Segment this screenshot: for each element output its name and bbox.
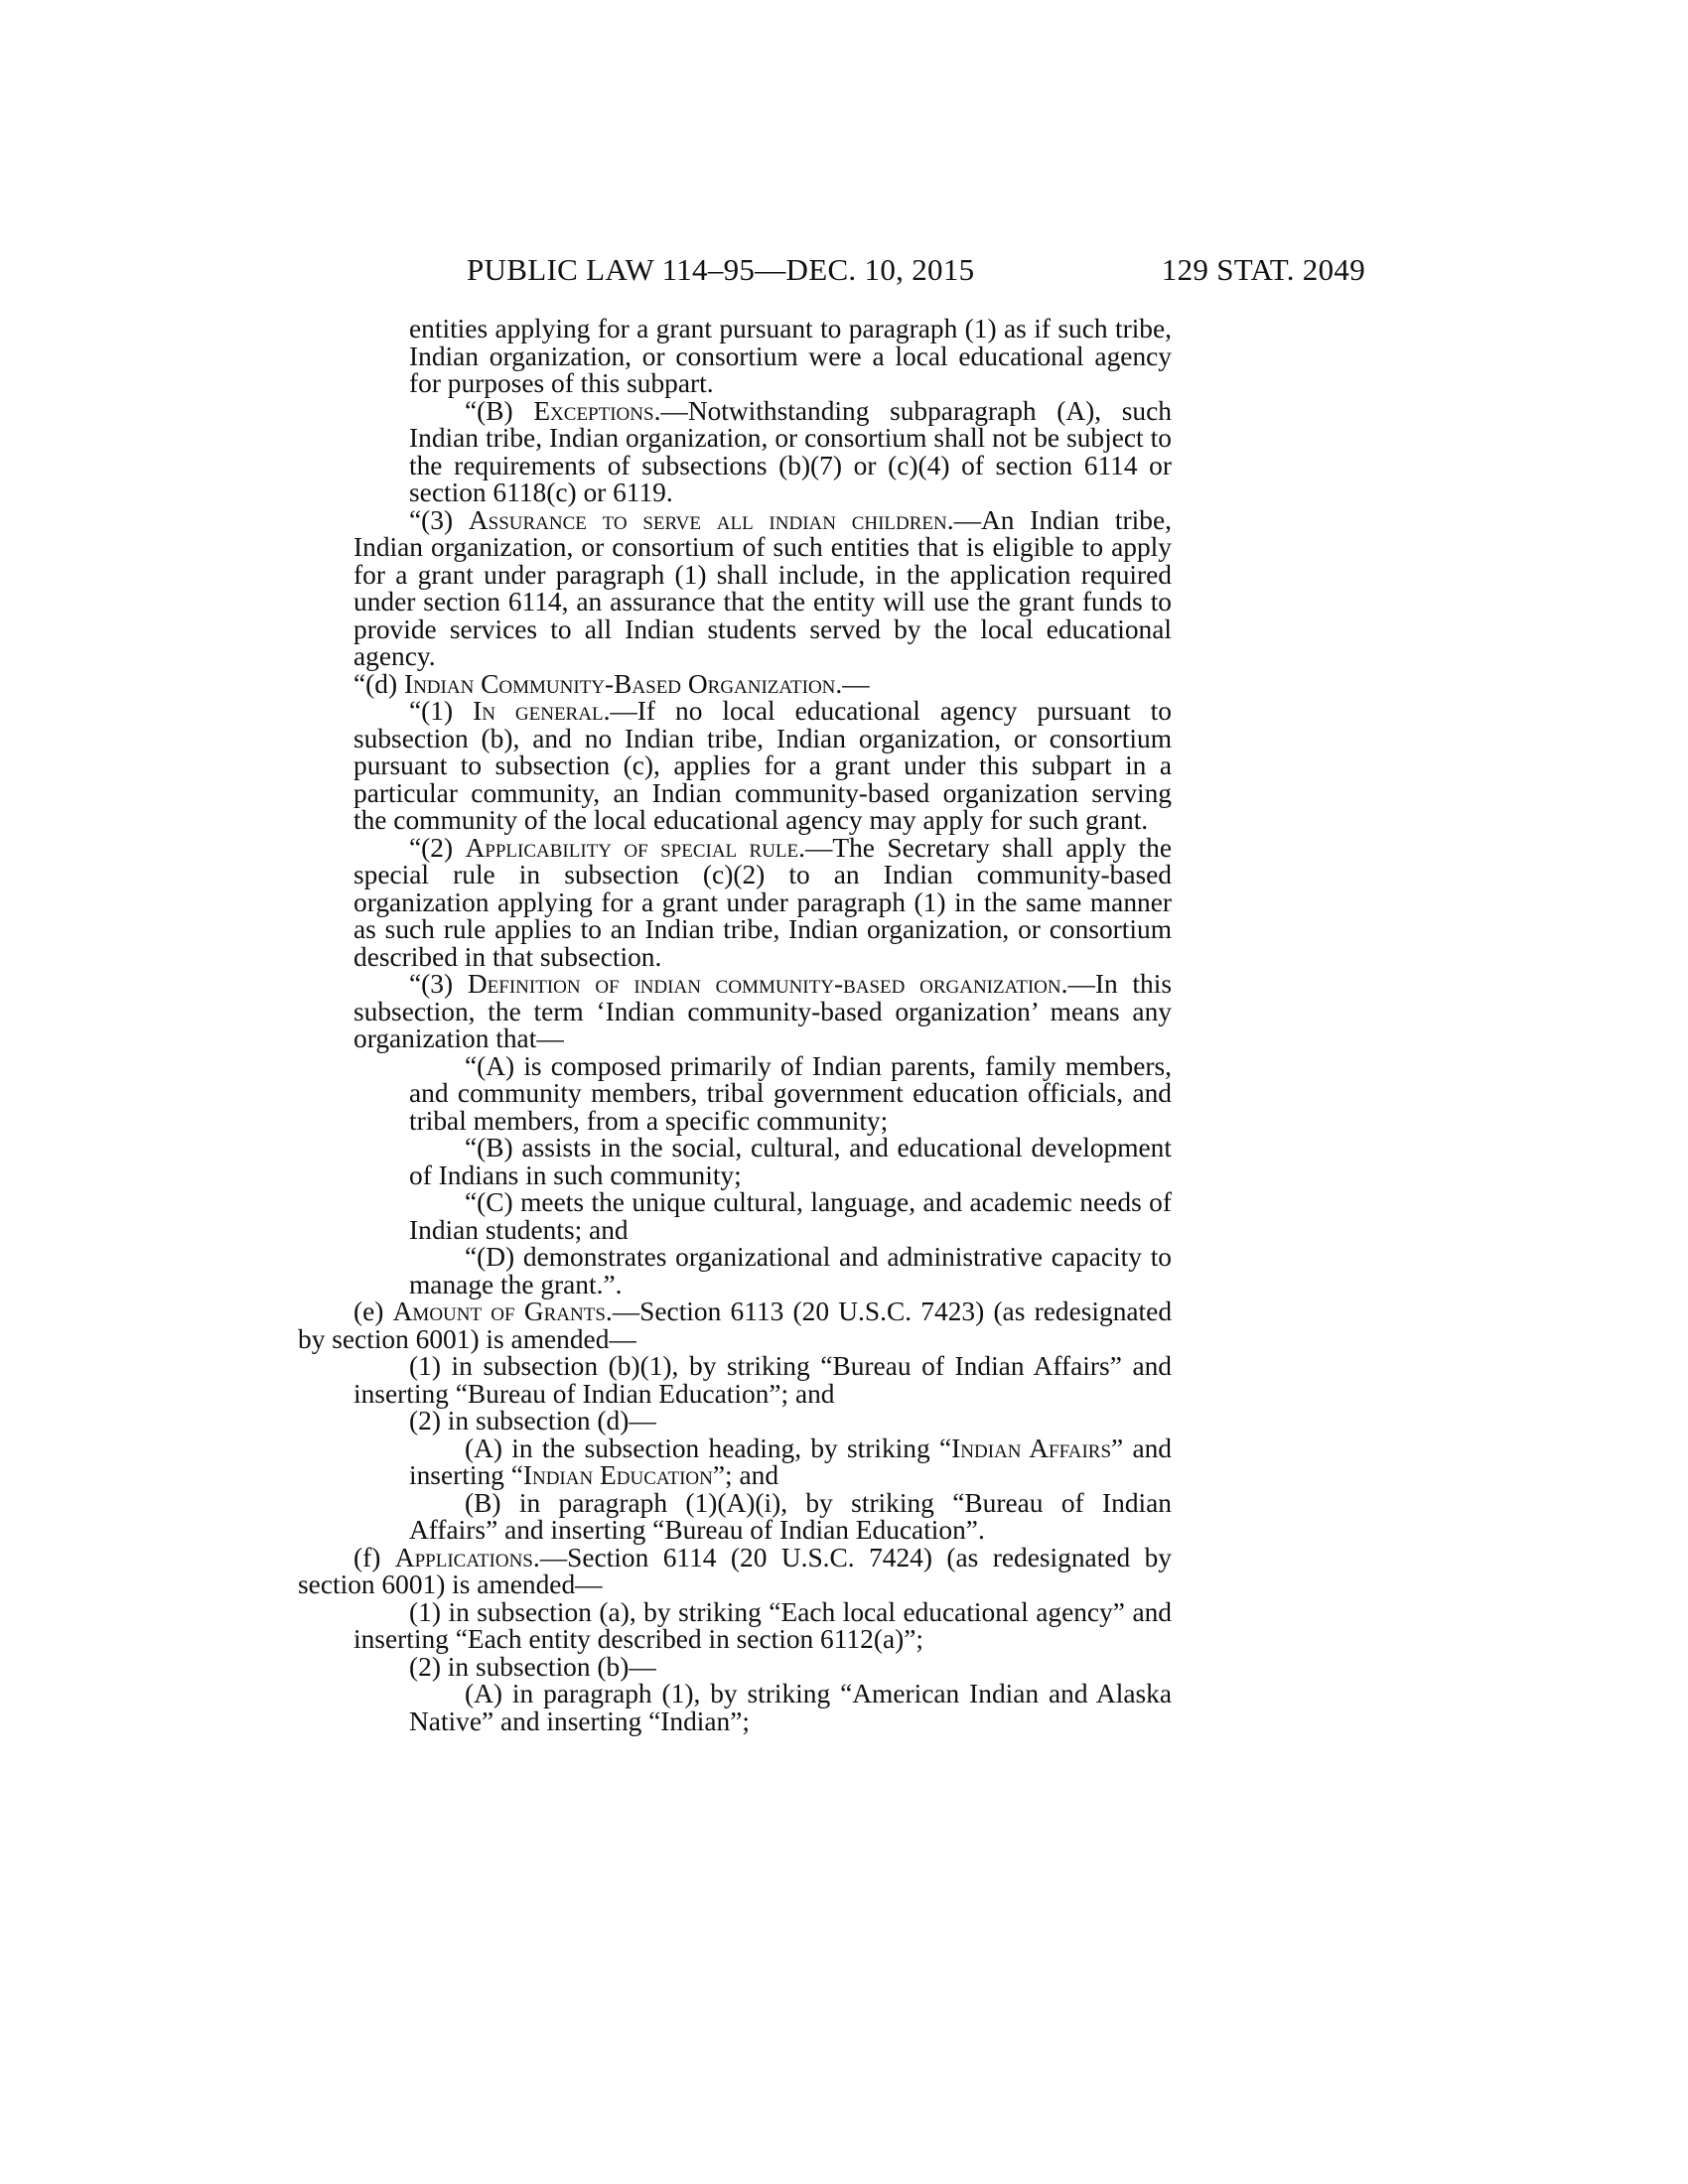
paragraph-entities-applying: entities applying for a grant pursuant to paragraph (1) as if such tribe, Indian organization, or consortium were a local educational agency for purposes of this subpart. — [409, 314, 1172, 398]
paragraph-d-heading: “(d) Indian Community-Based Organization.— — [353, 668, 870, 699]
subsection-f-applications: (f) Applications.—Section 6114 (20 U.S.C. 7424) (as redesignated by section 6001) is amended— — [298, 1542, 1172, 1599]
statute-page-number: 129 STAT. 2049 — [1161, 252, 1365, 287]
clause-c-meets: “(C) meets the unique cultural, language, and academic needs of Indian students; and — [409, 1187, 1172, 1245]
paragraph-3-assurance: “(3) Assurance to serve all indian children.—An Indian tribe, Indian organization, or consortium of such entities that is eligible to apply for a grant under paragraph (1) shall include, in the application required under section 6114, an assurance that the entity will use the grant funds to provide services to all Indian students served by the local educational agency. — [353, 504, 1172, 671]
amendment-f-2-a: (A) in paragraph (1), by striking “American Indian and Alaska Native” and inserting “Indian”; — [409, 1679, 1172, 1736]
public-law-citation: PUBLIC LAW 114–95—DEC. 10, 2015 — [467, 252, 975, 287]
amendment-e-2-a: (A) in the subsection heading, by striking “Indian Affairs” and inserting “Indian Education”; and — [409, 1433, 1172, 1490]
paragraph-b-exceptions: “(B) Exceptions.—Notwithstanding subparagraph (A), such Indian tribe, Indian organization, or consortium shall not be subject to the requirements of subsections (b)(7) or (c)(4) of section 6114 or section 6118(c) or 6119. — [409, 395, 1172, 507]
page-header — [467, 250, 1365, 290]
clause-d-demonstrates: “(D) demonstrates organizational and administrative capacity to manage the grant.”. — [409, 1242, 1172, 1299]
clause-a-composed: “(A) is composed primarily of Indian parents, family members, and community members, tribal government education officials, and tribal members, from a specific community; — [409, 1050, 1172, 1136]
paragraph-2-special-rule: “(2) Applicability of special rule.—The Secretary shall apply the special rule in subsection (c)(2) to an Indian community-based organization applying for a grant under paragraph (1) in the same manner as such rule applies to an Indian tribe, Indian organization, or consortium described in that subsection. — [353, 832, 1172, 972]
paragraph-1-in-general: “(1) In general.—If no local educational agency pursuant to subsection (b), and no Indian tribe, Indian organization, or consortium pursuant to subsection (c), applies for a grant under this subpart in a particular community, an Indian community-based organization serving the community of the local educational agency may apply for such grant. — [353, 696, 1172, 835]
amendment-f-1: (1) in subsection (a), by striking “Each local educational agency” and inserting “Each entity described in section 6112(a)”; — [353, 1596, 1172, 1654]
amendment-e-1: (1) in subsection (b)(1), by striking “Bureau of Indian Affairs” and inserting “Bureau of Indian Education”; and — [353, 1351, 1172, 1409]
amendment-e-2-b: (B) in paragraph (1)(A)(i), by striking “Bureau of Indian Affairs” and inserting “Bureau of Indian Education”. — [409, 1487, 1172, 1545]
clause-b-assists: “(B) assists in the social, cultural, and educational development of Indians in such community; — [409, 1133, 1172, 1190]
statute-body — [298, 316, 1172, 1735]
paragraph-3-definition: “(3) Definition of indian community-based organization.—In this subsection, the term ‘Indian community-based organization’ means any organization that— — [353, 969, 1172, 1053]
subsection-e-amount-of-grants: (e) Amount of Grants.—Section 6113 (20 U.S.C. 7423) (as redesignated by section 6001) is amended— — [298, 1297, 1173, 1354]
amendment-f-2: (2) in subsection (b)— — [409, 1651, 656, 1682]
amendment-e-2: (2) in subsection (d)— — [409, 1406, 656, 1435]
